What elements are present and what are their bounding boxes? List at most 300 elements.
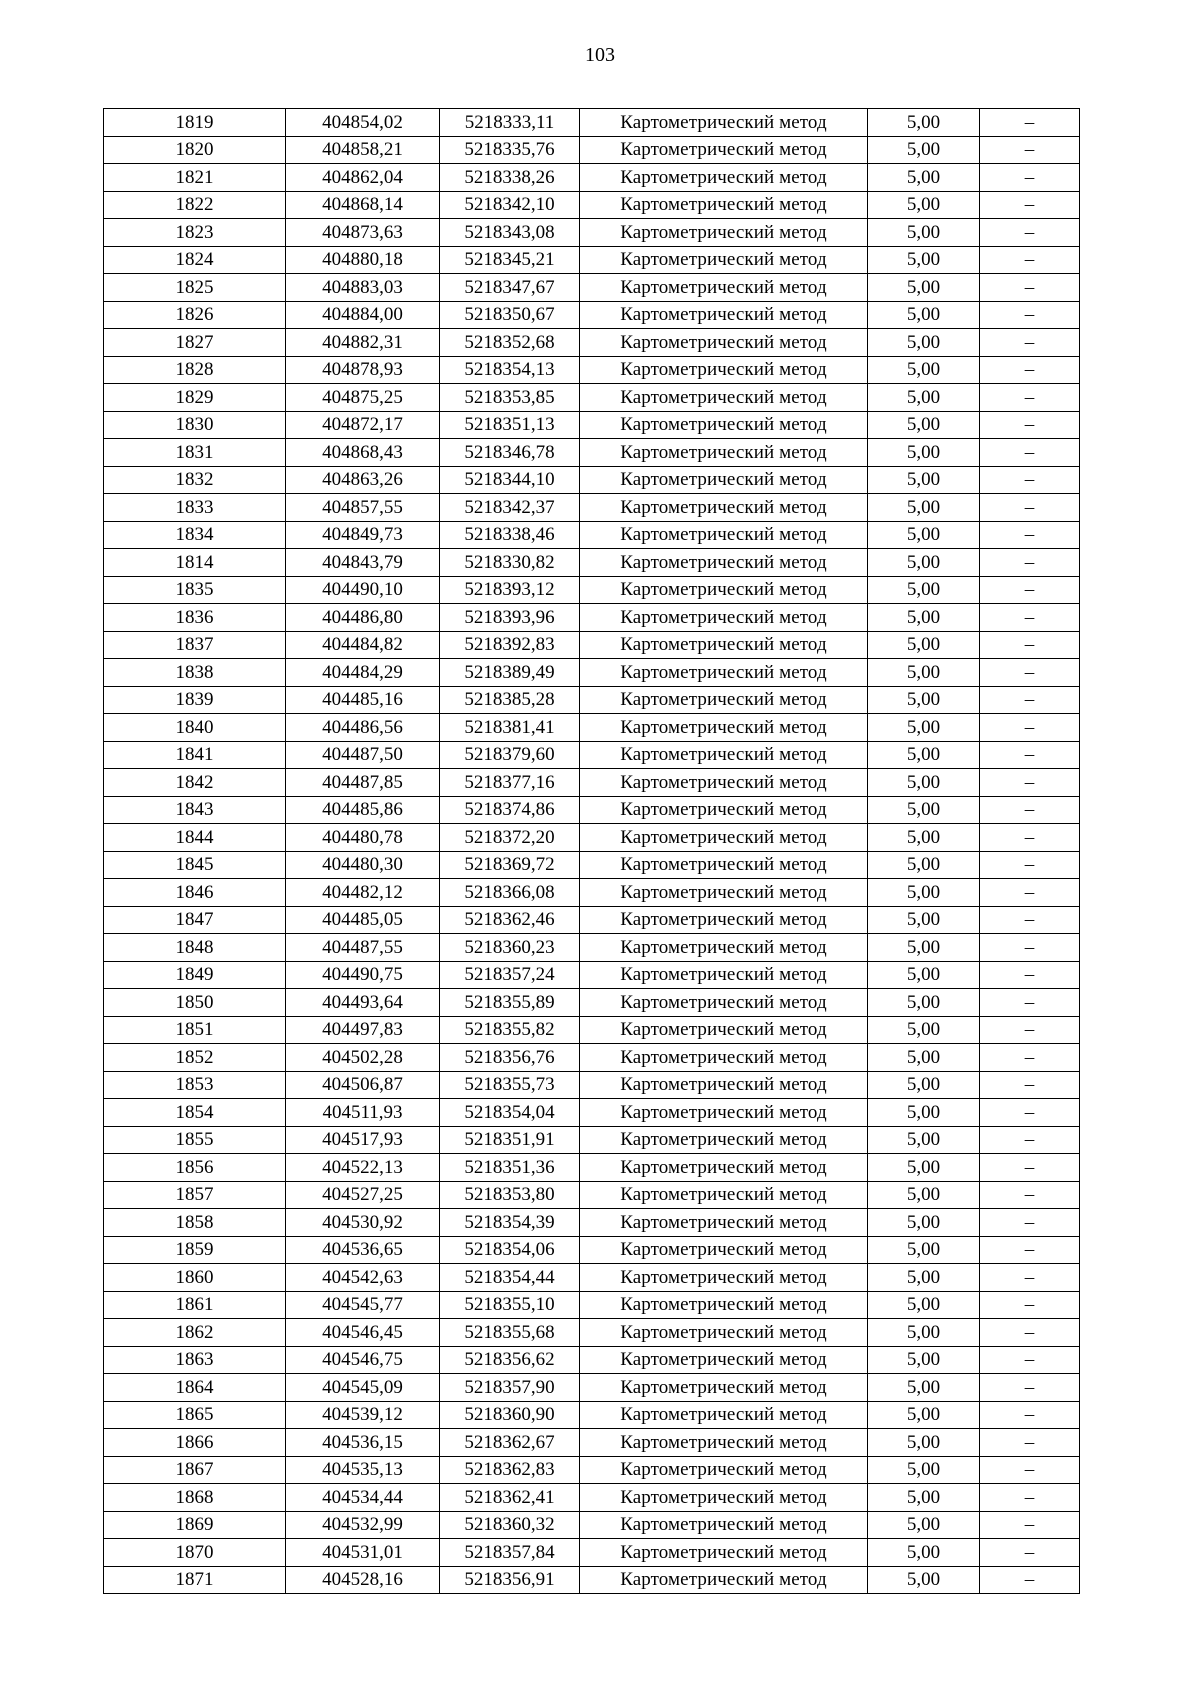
point-number-cell: 1823 bbox=[104, 219, 286, 247]
method-cell: Картометрический метод bbox=[580, 136, 868, 164]
description-cell: – bbox=[980, 879, 1080, 907]
x-coordinate-cell: 404882,31 bbox=[286, 329, 440, 357]
y-coordinate-cell: 5218393,12 bbox=[440, 576, 580, 604]
method-cell: Картометрический метод bbox=[580, 1346, 868, 1374]
accuracy-cell: 5,00 bbox=[868, 714, 980, 742]
method-cell: Картометрический метод bbox=[580, 741, 868, 769]
method-cell: Картометрический метод bbox=[580, 356, 868, 384]
method-cell: Картометрический метод bbox=[580, 714, 868, 742]
table-row bbox=[104, 796, 1080, 824]
description-cell: – bbox=[980, 1456, 1080, 1484]
description-cell: – bbox=[980, 549, 1080, 577]
x-coordinate-cell: 404506,87 bbox=[286, 1071, 440, 1099]
accuracy-cell: 5,00 bbox=[868, 274, 980, 302]
point-number-cell: 1828 bbox=[104, 356, 286, 384]
point-number-cell: 1867 bbox=[104, 1456, 286, 1484]
accuracy-cell: 5,00 bbox=[868, 906, 980, 934]
method-cell: Картометрический метод bbox=[580, 1291, 868, 1319]
y-coordinate-cell: 5218355,82 bbox=[440, 1016, 580, 1044]
y-coordinate-cell: 5218369,72 bbox=[440, 851, 580, 879]
accuracy-cell: 5,00 bbox=[868, 411, 980, 439]
method-cell: Картометрический метод bbox=[580, 576, 868, 604]
point-number-cell: 1843 bbox=[104, 796, 286, 824]
y-coordinate-cell: 5218360,32 bbox=[440, 1511, 580, 1539]
method-cell: Картометрический метод bbox=[580, 1566, 868, 1594]
y-coordinate-cell: 5218338,46 bbox=[440, 521, 580, 549]
description-cell: – bbox=[980, 604, 1080, 632]
point-number-cell: 1848 bbox=[104, 934, 286, 962]
accuracy-cell: 5,00 bbox=[868, 1071, 980, 1099]
method-cell: Картометрический метод bbox=[580, 824, 868, 852]
accuracy-cell: 5,00 bbox=[868, 604, 980, 632]
method-cell: Картометрический метод bbox=[580, 164, 868, 192]
accuracy-cell: 5,00 bbox=[868, 989, 980, 1017]
accuracy-cell: 5,00 bbox=[868, 301, 980, 329]
x-coordinate-cell: 404878,93 bbox=[286, 356, 440, 384]
table-row bbox=[104, 411, 1080, 439]
table-row bbox=[104, 1429, 1080, 1457]
x-coordinate-cell: 404522,13 bbox=[286, 1154, 440, 1182]
table-row bbox=[104, 1209, 1080, 1237]
y-coordinate-cell: 5218362,41 bbox=[440, 1484, 580, 1512]
description-cell: – bbox=[980, 1126, 1080, 1154]
description-cell: – bbox=[980, 961, 1080, 989]
table-row bbox=[104, 549, 1080, 577]
accuracy-cell: 5,00 bbox=[868, 1016, 980, 1044]
x-coordinate-cell: 404487,85 bbox=[286, 769, 440, 797]
y-coordinate-cell: 5218356,91 bbox=[440, 1566, 580, 1594]
description-cell: – bbox=[980, 1401, 1080, 1429]
table-row bbox=[104, 246, 1080, 274]
y-coordinate-cell: 5218342,37 bbox=[440, 494, 580, 522]
point-number-cell: 1857 bbox=[104, 1181, 286, 1209]
description-cell: – bbox=[980, 521, 1080, 549]
y-coordinate-cell: 5218342,10 bbox=[440, 191, 580, 219]
y-coordinate-cell: 5218330,82 bbox=[440, 549, 580, 577]
x-coordinate-cell: 404487,50 bbox=[286, 741, 440, 769]
point-number-cell: 1831 bbox=[104, 439, 286, 467]
accuracy-cell: 5,00 bbox=[868, 439, 980, 467]
point-number-cell: 1858 bbox=[104, 1209, 286, 1237]
table-row bbox=[104, 1044, 1080, 1072]
point-number-cell: 1849 bbox=[104, 961, 286, 989]
description-cell: – bbox=[980, 1566, 1080, 1594]
method-cell: Картометрический метод bbox=[580, 1319, 868, 1347]
x-coordinate-cell: 404546,75 bbox=[286, 1346, 440, 1374]
description-cell: – bbox=[980, 824, 1080, 852]
y-coordinate-cell: 5218338,26 bbox=[440, 164, 580, 192]
description-cell: – bbox=[980, 494, 1080, 522]
description-cell: – bbox=[980, 1346, 1080, 1374]
accuracy-cell: 5,00 bbox=[868, 879, 980, 907]
y-coordinate-cell: 5218354,39 bbox=[440, 1209, 580, 1237]
accuracy-cell: 5,00 bbox=[868, 1126, 980, 1154]
description-cell: – bbox=[980, 136, 1080, 164]
x-coordinate-cell: 404863,26 bbox=[286, 466, 440, 494]
point-number-cell: 1821 bbox=[104, 164, 286, 192]
point-number-cell: 1834 bbox=[104, 521, 286, 549]
table-row bbox=[104, 631, 1080, 659]
description-cell: – bbox=[980, 329, 1080, 357]
table-row bbox=[104, 494, 1080, 522]
accuracy-cell: 5,00 bbox=[868, 631, 980, 659]
method-cell: Картометрический метод bbox=[580, 1264, 868, 1292]
point-number-cell: 1866 bbox=[104, 1429, 286, 1457]
method-cell: Картометрический метод bbox=[580, 1126, 868, 1154]
y-coordinate-cell: 5218333,11 bbox=[440, 109, 580, 137]
y-coordinate-cell: 5218346,78 bbox=[440, 439, 580, 467]
x-coordinate-cell: 404486,80 bbox=[286, 604, 440, 632]
y-coordinate-cell: 5218335,76 bbox=[440, 136, 580, 164]
point-number-cell: 1835 bbox=[104, 576, 286, 604]
table-row bbox=[104, 714, 1080, 742]
point-number-cell: 1869 bbox=[104, 1511, 286, 1539]
table-row bbox=[104, 1126, 1080, 1154]
point-number-cell: 1863 bbox=[104, 1346, 286, 1374]
description-cell: – bbox=[980, 1484, 1080, 1512]
y-coordinate-cell: 5218389,49 bbox=[440, 659, 580, 687]
table-row bbox=[104, 521, 1080, 549]
accuracy-cell: 5,00 bbox=[868, 1456, 980, 1484]
accuracy-cell: 5,00 bbox=[868, 1429, 980, 1457]
method-cell: Картометрический метод bbox=[580, 796, 868, 824]
method-cell: Картометрический метод bbox=[580, 494, 868, 522]
description-cell: – bbox=[980, 1264, 1080, 1292]
y-coordinate-cell: 5218356,76 bbox=[440, 1044, 580, 1072]
accuracy-cell: 5,00 bbox=[868, 191, 980, 219]
point-number-cell: 1819 bbox=[104, 109, 286, 137]
table-row bbox=[104, 576, 1080, 604]
coordinates-table bbox=[103, 108, 1080, 1594]
method-cell: Картометрический метод bbox=[580, 934, 868, 962]
point-number-cell: 1860 bbox=[104, 1264, 286, 1292]
table-row bbox=[104, 1539, 1080, 1567]
table-row bbox=[104, 769, 1080, 797]
y-coordinate-cell: 5218353,80 bbox=[440, 1181, 580, 1209]
x-coordinate-cell: 404490,75 bbox=[286, 961, 440, 989]
method-cell: Картометрический метод bbox=[580, 1181, 868, 1209]
point-number-cell: 1852 bbox=[104, 1044, 286, 1072]
x-coordinate-cell: 404873,63 bbox=[286, 219, 440, 247]
description-cell: – bbox=[980, 1291, 1080, 1319]
description-cell: – bbox=[980, 1236, 1080, 1264]
accuracy-cell: 5,00 bbox=[868, 494, 980, 522]
table-row bbox=[104, 1291, 1080, 1319]
accuracy-cell: 5,00 bbox=[868, 329, 980, 357]
x-coordinate-cell: 404530,92 bbox=[286, 1209, 440, 1237]
table-row bbox=[104, 1264, 1080, 1292]
method-cell: Картометрический метод bbox=[580, 549, 868, 577]
x-coordinate-cell: 404493,64 bbox=[286, 989, 440, 1017]
x-coordinate-cell: 404497,83 bbox=[286, 1016, 440, 1044]
description-cell: – bbox=[980, 769, 1080, 797]
accuracy-cell: 5,00 bbox=[868, 521, 980, 549]
x-coordinate-cell: 404534,44 bbox=[286, 1484, 440, 1512]
x-coordinate-cell: 404485,05 bbox=[286, 906, 440, 934]
description-cell: – bbox=[980, 1181, 1080, 1209]
y-coordinate-cell: 5218385,28 bbox=[440, 686, 580, 714]
method-cell: Картометрический метод bbox=[580, 769, 868, 797]
accuracy-cell: 5,00 bbox=[868, 466, 980, 494]
x-coordinate-cell: 404536,15 bbox=[286, 1429, 440, 1457]
table-row bbox=[104, 961, 1080, 989]
y-coordinate-cell: 5218354,13 bbox=[440, 356, 580, 384]
accuracy-cell: 5,00 bbox=[868, 219, 980, 247]
accuracy-cell: 5,00 bbox=[868, 824, 980, 852]
x-coordinate-cell: 404532,99 bbox=[286, 1511, 440, 1539]
method-cell: Картометрический метод bbox=[580, 989, 868, 1017]
accuracy-cell: 5,00 bbox=[868, 576, 980, 604]
accuracy-cell: 5,00 bbox=[868, 686, 980, 714]
point-number-cell: 1844 bbox=[104, 824, 286, 852]
method-cell: Картометрический метод bbox=[580, 659, 868, 687]
x-coordinate-cell: 404843,79 bbox=[286, 549, 440, 577]
description-cell: – bbox=[980, 1429, 1080, 1457]
accuracy-cell: 5,00 bbox=[868, 1264, 980, 1292]
x-coordinate-cell: 404880,18 bbox=[286, 246, 440, 274]
y-coordinate-cell: 5218350,67 bbox=[440, 301, 580, 329]
accuracy-cell: 5,00 bbox=[868, 1044, 980, 1072]
table-row bbox=[104, 851, 1080, 879]
point-number-cell: 1825 bbox=[104, 274, 286, 302]
table-row bbox=[104, 1181, 1080, 1209]
point-number-cell: 1832 bbox=[104, 466, 286, 494]
table-row bbox=[104, 1346, 1080, 1374]
y-coordinate-cell: 5218355,73 bbox=[440, 1071, 580, 1099]
x-coordinate-cell: 404517,93 bbox=[286, 1126, 440, 1154]
x-coordinate-cell: 404858,21 bbox=[286, 136, 440, 164]
description-cell: – bbox=[980, 191, 1080, 219]
method-cell: Картометрический метод bbox=[580, 686, 868, 714]
point-number-cell: 1824 bbox=[104, 246, 286, 274]
method-cell: Картометрический метод bbox=[580, 1154, 868, 1182]
y-coordinate-cell: 5218362,83 bbox=[440, 1456, 580, 1484]
x-coordinate-cell: 404535,13 bbox=[286, 1456, 440, 1484]
method-cell: Картометрический метод bbox=[580, 191, 868, 219]
description-cell: – bbox=[980, 466, 1080, 494]
accuracy-cell: 5,00 bbox=[868, 1484, 980, 1512]
method-cell: Картометрический метод bbox=[580, 851, 868, 879]
description-cell: – bbox=[980, 1154, 1080, 1182]
description-cell: – bbox=[980, 384, 1080, 412]
method-cell: Картометрический метод bbox=[580, 1539, 868, 1567]
x-coordinate-cell: 404502,28 bbox=[286, 1044, 440, 1072]
method-cell: Картометрический метод bbox=[580, 521, 868, 549]
y-coordinate-cell: 5218381,41 bbox=[440, 714, 580, 742]
table-row bbox=[104, 1099, 1080, 1127]
table-row bbox=[104, 191, 1080, 219]
point-number-cell: 1859 bbox=[104, 1236, 286, 1264]
y-coordinate-cell: 5218366,08 bbox=[440, 879, 580, 907]
point-number-cell: 1838 bbox=[104, 659, 286, 687]
y-coordinate-cell: 5218357,84 bbox=[440, 1539, 580, 1567]
x-coordinate-cell: 404875,25 bbox=[286, 384, 440, 412]
description-cell: – bbox=[980, 934, 1080, 962]
y-coordinate-cell: 5218355,68 bbox=[440, 1319, 580, 1347]
table-row bbox=[104, 934, 1080, 962]
accuracy-cell: 5,00 bbox=[868, 1181, 980, 1209]
description-cell: – bbox=[980, 109, 1080, 137]
y-coordinate-cell: 5218356,62 bbox=[440, 1346, 580, 1374]
table-row bbox=[104, 301, 1080, 329]
x-coordinate-cell: 404539,12 bbox=[286, 1401, 440, 1429]
x-coordinate-cell: 404480,78 bbox=[286, 824, 440, 852]
x-coordinate-cell: 404528,16 bbox=[286, 1566, 440, 1594]
description-cell: – bbox=[980, 1511, 1080, 1539]
method-cell: Картометрический метод bbox=[580, 411, 868, 439]
description-cell: – bbox=[980, 219, 1080, 247]
x-coordinate-cell: 404490,10 bbox=[286, 576, 440, 604]
method-cell: Картометрический метод bbox=[580, 1044, 868, 1072]
accuracy-cell: 5,00 bbox=[868, 384, 980, 412]
page-number: 103 bbox=[585, 44, 615, 66]
accuracy-cell: 5,00 bbox=[868, 1401, 980, 1429]
description-cell: – bbox=[980, 686, 1080, 714]
method-cell: Картометрический метод bbox=[580, 631, 868, 659]
method-cell: Картометрический метод bbox=[580, 466, 868, 494]
x-coordinate-cell: 404857,55 bbox=[286, 494, 440, 522]
y-coordinate-cell: 5218351,36 bbox=[440, 1154, 580, 1182]
method-cell: Картометрический метод bbox=[580, 1016, 868, 1044]
table-row bbox=[104, 466, 1080, 494]
description-cell: – bbox=[980, 274, 1080, 302]
table-row bbox=[104, 1016, 1080, 1044]
method-cell: Картометрический метод bbox=[580, 1429, 868, 1457]
accuracy-cell: 5,00 bbox=[868, 961, 980, 989]
point-number-cell: 1870 bbox=[104, 1539, 286, 1567]
point-number-cell: 1833 bbox=[104, 494, 286, 522]
point-number-cell: 1862 bbox=[104, 1319, 286, 1347]
method-cell: Картометрический метод bbox=[580, 329, 868, 357]
description-cell: – bbox=[980, 1209, 1080, 1237]
table-row bbox=[104, 659, 1080, 687]
accuracy-cell: 5,00 bbox=[868, 549, 980, 577]
x-coordinate-cell: 404485,86 bbox=[286, 796, 440, 824]
x-coordinate-cell: 404546,45 bbox=[286, 1319, 440, 1347]
y-coordinate-cell: 5218353,85 bbox=[440, 384, 580, 412]
x-coordinate-cell: 404527,25 bbox=[286, 1181, 440, 1209]
table-row bbox=[104, 109, 1080, 137]
table-row bbox=[104, 906, 1080, 934]
y-coordinate-cell: 5218352,68 bbox=[440, 329, 580, 357]
y-coordinate-cell: 5218354,44 bbox=[440, 1264, 580, 1292]
x-coordinate-cell: 404868,14 bbox=[286, 191, 440, 219]
table-row bbox=[104, 1374, 1080, 1402]
table-row bbox=[104, 1236, 1080, 1264]
point-number-cell: 1841 bbox=[104, 741, 286, 769]
description-cell: – bbox=[980, 301, 1080, 329]
point-number-cell: 1847 bbox=[104, 906, 286, 934]
table-row bbox=[104, 879, 1080, 907]
description-cell: – bbox=[980, 411, 1080, 439]
y-coordinate-cell: 5218374,86 bbox=[440, 796, 580, 824]
method-cell: Картометрический метод bbox=[580, 1236, 868, 1264]
y-coordinate-cell: 5218351,91 bbox=[440, 1126, 580, 1154]
table-row bbox=[104, 1511, 1080, 1539]
accuracy-cell: 5,00 bbox=[868, 851, 980, 879]
point-number-cell: 1845 bbox=[104, 851, 286, 879]
x-coordinate-cell: 404480,30 bbox=[286, 851, 440, 879]
y-coordinate-cell: 5218343,08 bbox=[440, 219, 580, 247]
point-number-cell: 1856 bbox=[104, 1154, 286, 1182]
point-number-cell: 1826 bbox=[104, 301, 286, 329]
table-row bbox=[104, 1484, 1080, 1512]
x-coordinate-cell: 404884,00 bbox=[286, 301, 440, 329]
accuracy-cell: 5,00 bbox=[868, 1346, 980, 1374]
y-coordinate-cell: 5218362,46 bbox=[440, 906, 580, 934]
point-number-cell: 1842 bbox=[104, 769, 286, 797]
y-coordinate-cell: 5218360,90 bbox=[440, 1401, 580, 1429]
x-coordinate-cell: 404531,01 bbox=[286, 1539, 440, 1567]
method-cell: Картометрический метод bbox=[580, 109, 868, 137]
point-number-cell: 1829 bbox=[104, 384, 286, 412]
table-row bbox=[104, 356, 1080, 384]
method-cell: Картометрический метод bbox=[580, 1374, 868, 1402]
description-cell: – bbox=[980, 1539, 1080, 1567]
description-cell: – bbox=[980, 1374, 1080, 1402]
y-coordinate-cell: 5218355,10 bbox=[440, 1291, 580, 1319]
method-cell: Картометрический метод bbox=[580, 246, 868, 274]
x-coordinate-cell: 404872,17 bbox=[286, 411, 440, 439]
accuracy-cell: 5,00 bbox=[868, 109, 980, 137]
x-coordinate-cell: 404868,43 bbox=[286, 439, 440, 467]
description-cell: – bbox=[980, 659, 1080, 687]
point-number-cell: 1830 bbox=[104, 411, 286, 439]
description-cell: – bbox=[980, 1071, 1080, 1099]
accuracy-cell: 5,00 bbox=[868, 1319, 980, 1347]
point-number-cell: 1851 bbox=[104, 1016, 286, 1044]
table-row bbox=[104, 1071, 1080, 1099]
y-coordinate-cell: 5218392,83 bbox=[440, 631, 580, 659]
accuracy-cell: 5,00 bbox=[868, 1566, 980, 1594]
x-coordinate-cell: 404484,82 bbox=[286, 631, 440, 659]
x-coordinate-cell: 404487,55 bbox=[286, 934, 440, 962]
accuracy-cell: 5,00 bbox=[868, 1236, 980, 1264]
table-row bbox=[104, 989, 1080, 1017]
point-number-cell: 1854 bbox=[104, 1099, 286, 1127]
accuracy-cell: 5,00 bbox=[868, 1374, 980, 1402]
description-cell: – bbox=[980, 796, 1080, 824]
x-coordinate-cell: 404862,04 bbox=[286, 164, 440, 192]
accuracy-cell: 5,00 bbox=[868, 659, 980, 687]
x-coordinate-cell: 404545,77 bbox=[286, 1291, 440, 1319]
accuracy-cell: 5,00 bbox=[868, 1511, 980, 1539]
method-cell: Картометрический метод bbox=[580, 1511, 868, 1539]
accuracy-cell: 5,00 bbox=[868, 164, 980, 192]
accuracy-cell: 5,00 bbox=[868, 356, 980, 384]
point-number-cell: 1837 bbox=[104, 631, 286, 659]
point-number-cell: 1855 bbox=[104, 1126, 286, 1154]
x-coordinate-cell: 404511,93 bbox=[286, 1099, 440, 1127]
table-row bbox=[104, 384, 1080, 412]
y-coordinate-cell: 5218347,67 bbox=[440, 274, 580, 302]
method-cell: Картометрический метод bbox=[580, 384, 868, 412]
method-cell: Картометрический метод bbox=[580, 961, 868, 989]
point-number-cell: 1865 bbox=[104, 1401, 286, 1429]
method-cell: Картометрический метод bbox=[580, 604, 868, 632]
method-cell: Картометрический метод bbox=[580, 301, 868, 329]
table-row bbox=[104, 164, 1080, 192]
point-number-cell: 1850 bbox=[104, 989, 286, 1017]
y-coordinate-cell: 5218354,04 bbox=[440, 1099, 580, 1127]
description-cell: – bbox=[980, 906, 1080, 934]
table-row bbox=[104, 136, 1080, 164]
point-number-cell: 1839 bbox=[104, 686, 286, 714]
point-number-cell: 1871 bbox=[104, 1566, 286, 1594]
table-row bbox=[104, 329, 1080, 357]
x-coordinate-cell: 404542,63 bbox=[286, 1264, 440, 1292]
description-cell: – bbox=[980, 631, 1080, 659]
